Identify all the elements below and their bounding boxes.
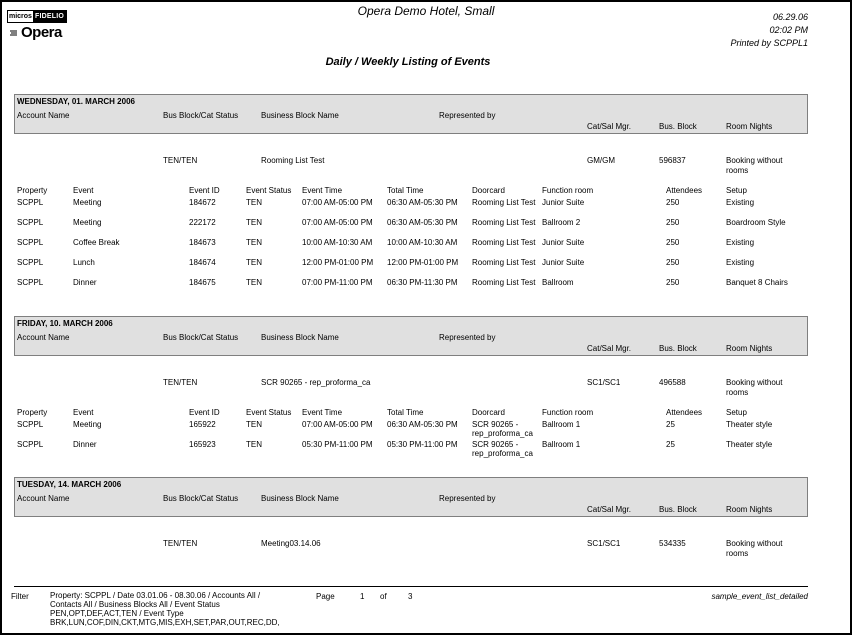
event-id: 165922	[189, 420, 216, 429]
event-col-header-event: Event	[73, 186, 94, 195]
event-room: Ballroom 1	[542, 420, 581, 429]
event-event-time: 07:00 AM-05:00 PM	[302, 420, 373, 429]
event-attendees: 25	[666, 420, 675, 429]
block-status: TEN/TEN	[163, 378, 198, 387]
event-col-header-setup: Setup	[726, 408, 747, 417]
logo-fidelio-text: FIDELIO	[34, 13, 64, 20]
event-doorcard: Rooming List Test	[472, 218, 536, 227]
header-cat-sal-mgr: Cat/Sal Mgr.	[587, 505, 632, 514]
event-event-time: 10:00 AM-10:30 AM	[302, 238, 373, 247]
block-bus-block-id: 534335	[659, 539, 686, 548]
event-doorcard: SCR 90265 - rep_proforma_ca	[472, 440, 533, 458]
event-col-header-function-room: Function room	[542, 186, 594, 195]
event-attendees: 250	[666, 238, 680, 247]
event-property: SCPPL	[17, 258, 44, 267]
event-id: 184673	[189, 238, 216, 247]
event-room: Ballroom 2	[542, 218, 581, 227]
header-business-block-name: Business Block Name	[261, 111, 339, 120]
event-col-header-event: Event	[73, 408, 94, 417]
event-property: SCPPL	[17, 238, 44, 247]
event-event: Dinner	[73, 440, 97, 449]
event-id: 184674	[189, 258, 216, 267]
event-event-time: 07:00 AM-05:00 PM	[302, 218, 373, 227]
footer-divider	[14, 586, 808, 587]
event-property: SCPPL	[17, 440, 44, 449]
event-room: Junior Suite	[542, 198, 585, 207]
event-total-time: 06:30 PM-11:30 PM	[387, 278, 458, 287]
event-room: Ballroom	[542, 278, 574, 287]
event-event: Coffee Break	[73, 238, 120, 247]
event-setup: Boardroom Style	[726, 218, 786, 227]
header-cat-sal-mgr: Cat/Sal Mgr.	[587, 122, 632, 131]
opera-swoosh-icon	[10, 28, 20, 38]
report-title: Daily / Weekly Listing of Events	[325, 56, 491, 68]
header-room-nights: Room Nights	[726, 505, 773, 514]
event-total-time: 06:30 AM-05:30 PM	[387, 218, 458, 227]
event-attendees: 250	[666, 258, 680, 267]
block-cat-sal-mgr: SC1/SC1	[587, 539, 621, 548]
event-col-header-doorcard: Doorcard	[472, 186, 505, 195]
event-attendees: 250	[666, 278, 680, 287]
event-room: Junior Suite	[542, 258, 585, 267]
header-bus-block: Bus. Block	[659, 505, 697, 514]
header-account-name: Account Name	[17, 494, 70, 503]
event-col-header-doorcard: Doorcard	[472, 408, 505, 417]
event-event: Meeting	[73, 218, 102, 227]
event-setup: Existing	[726, 238, 755, 247]
event-attendees: 25	[666, 440, 675, 449]
event-total-time: 12:00 PM-01:00 PM	[387, 258, 459, 267]
block-room-nights: Booking without rooms	[726, 156, 783, 175]
print-date: 06.29.06	[772, 12, 808, 22]
event-status: TEN	[246, 420, 262, 429]
header-bus-block: Bus. Block	[659, 344, 697, 353]
event-doorcard: Rooming List Test	[472, 198, 536, 207]
event-property: SCPPL	[17, 218, 44, 227]
event-status: TEN	[246, 198, 262, 207]
day-heading: FRIDAY, 10. MARCH 2006	[17, 319, 113, 328]
header-account-name: Account Name	[17, 111, 70, 120]
event-event-time: 05:30 PM-11:00 PM	[302, 440, 373, 449]
event-status: TEN	[246, 258, 262, 267]
print-time: 02:02 PM	[769, 25, 808, 35]
event-doorcard: Rooming List Test	[472, 258, 536, 267]
header-bus-block: Bus. Block	[659, 122, 697, 131]
event-status: TEN	[246, 218, 262, 227]
event-event: Dinner	[73, 278, 97, 287]
header-represented-by: Represented by	[439, 494, 496, 503]
event-setup: Existing	[726, 258, 755, 267]
event-col-header-event-status: Event Status	[246, 408, 292, 417]
header-represented-by: Represented by	[439, 111, 496, 120]
header-business-block-name: Business Block Name	[261, 333, 339, 342]
event-property: SCPPL	[17, 278, 44, 287]
event-col-header-setup: Setup	[726, 186, 747, 195]
event-id: 222172	[189, 218, 216, 227]
event-col-header-event-time: Event Time	[302, 408, 343, 417]
block-room-nights: Booking without rooms	[726, 539, 783, 558]
event-event-time: 12:00 PM-01:00 PM	[302, 258, 374, 267]
event-doorcard: Rooming List Test	[472, 278, 536, 287]
block-name: SCR 90265 - rep_proforma_ca	[261, 378, 371, 387]
block-name: Meeting03.14.06	[261, 539, 321, 548]
header-account-name: Account Name	[17, 333, 70, 342]
header-cat-sal-mgr: Cat/Sal Mgr.	[587, 344, 632, 353]
event-attendees: 250	[666, 218, 680, 227]
header-room-nights: Room Nights	[726, 344, 773, 353]
event-setup: Existing	[726, 198, 755, 207]
event-setup: Banquet 8 Chairs	[726, 278, 788, 287]
block-bus-block-id: 596837	[659, 156, 686, 165]
block-status: TEN/TEN	[163, 539, 198, 548]
page-current: 1	[360, 592, 365, 601]
page-total: 3	[408, 592, 413, 601]
block-cat-sal-mgr: GM/GM	[587, 156, 615, 165]
event-id: 165923	[189, 440, 216, 449]
event-event-time: 07:00 PM-11:00 PM	[302, 278, 373, 287]
block-status: TEN/TEN	[163, 156, 198, 165]
header-bus-block-status: Bus Block/Cat Status	[163, 333, 239, 342]
event-event: Meeting	[73, 420, 102, 429]
event-col-header-attendees: Attendees	[666, 408, 703, 417]
block-cat-sal-mgr: SC1/SC1	[587, 378, 621, 387]
event-col-header-function-room: Function room	[542, 408, 594, 417]
event-id: 184675	[189, 278, 216, 287]
event-col-header-event-id: Event ID	[189, 186, 220, 195]
event-status: TEN	[246, 238, 262, 247]
event-status: TEN	[246, 440, 262, 449]
event-event: Lunch	[73, 258, 95, 267]
report-file-name: sample_event_list_detailed	[711, 592, 808, 601]
page-label: Page	[316, 592, 335, 601]
event-total-time: 06:30 AM-05:30 PM	[387, 420, 458, 429]
event-col-header-event-status: Event Status	[246, 186, 292, 195]
of-label: of	[380, 592, 387, 601]
event-property: SCPPL	[17, 420, 44, 429]
header-business-block-name: Business Block Name	[261, 494, 339, 503]
event-col-header-total-time: Total Time	[387, 408, 424, 417]
event-col-header-property: Property	[17, 186, 48, 195]
event-doorcard: SCR 90265 - rep_proforma_ca	[472, 420, 533, 438]
event-total-time: 06:30 AM-05:30 PM	[387, 198, 458, 207]
day-heading: TUESDAY, 14. MARCH 2006	[17, 480, 122, 489]
event-setup: Theater style	[726, 440, 773, 449]
header-bus-block-status: Bus Block/Cat Status	[163, 111, 239, 120]
event-total-time: 05:30 PM-11:00 PM	[387, 440, 458, 449]
event-col-header-event-id: Event ID	[189, 408, 220, 417]
header-represented-by: Represented by	[439, 333, 496, 342]
event-status: TEN	[246, 278, 262, 287]
event-event: Meeting	[73, 198, 102, 207]
event-attendees: 250	[666, 198, 680, 207]
event-col-header-event-time: Event Time	[302, 186, 343, 195]
printed-by: Printed by SCPPL1	[730, 38, 808, 48]
event-col-header-attendees: Attendees	[666, 186, 703, 195]
event-room: Junior Suite	[542, 238, 585, 247]
block-name: Rooming List Test	[261, 156, 325, 165]
header-bus-block-status: Bus Block/Cat Status	[163, 494, 239, 503]
header-room-nights: Room Nights	[726, 122, 773, 131]
logo-opera-text: Opera	[21, 24, 62, 41]
logo-micros-text: micros	[9, 13, 32, 20]
filter-text: Property: SCPPL / Date 03.01.06 - 08.30.06 / Accounts All / Contacts All / Business Blocks All / Event Status PEN,OPT,DEF,ACT,TEN / Event Type BRK,LUN,COF,DIN,CKT,MTG,MIS,EXH,SET,PAR,OUT,REC,DD,	[50, 591, 280, 627]
event-event-time: 07:00 AM-05:00 PM	[302, 198, 373, 207]
block-room-nights: Booking without rooms	[726, 378, 783, 397]
event-total-time: 10:00 AM-10:30 AM	[387, 238, 458, 247]
event-col-header-property: Property	[17, 408, 48, 417]
opera-logo	[10, 24, 62, 41]
hotel-name: Opera Demo Hotel, Small	[357, 4, 495, 18]
event-doorcard: Rooming List Test	[472, 238, 536, 247]
block-bus-block-id: 496588	[659, 378, 686, 387]
filter-label: Filter	[11, 592, 29, 601]
event-room: Ballroom 1	[542, 440, 581, 449]
event-setup: Theater style	[726, 420, 773, 429]
day-heading: WEDNESDAY, 01. MARCH 2006	[17, 97, 135, 106]
event-col-header-total-time: Total Time	[387, 186, 424, 195]
event-property: SCPPL	[17, 198, 44, 207]
event-id: 184672	[189, 198, 216, 207]
